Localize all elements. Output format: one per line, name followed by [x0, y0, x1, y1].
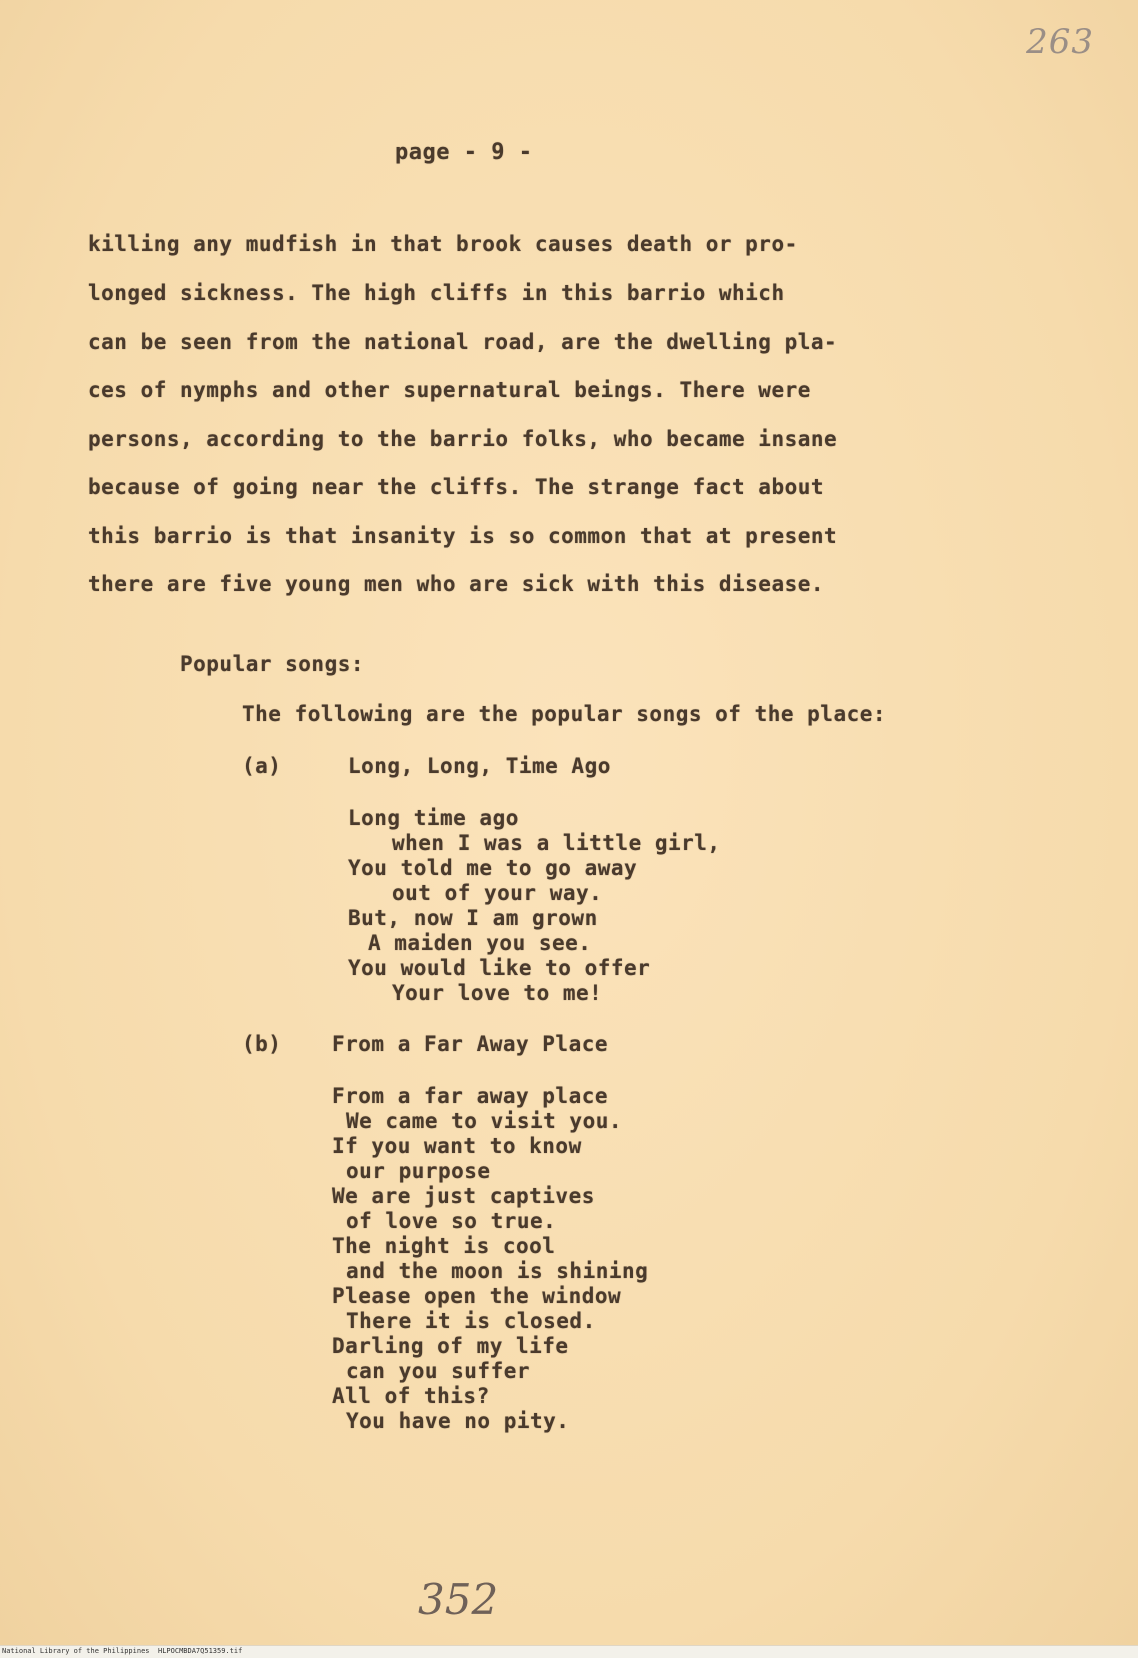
song-line: From a far away place: [332, 1084, 609, 1108]
song-line: Please open the window: [332, 1284, 622, 1308]
body-line: persons, according to the barrio folks, who became insane: [88, 427, 838, 451]
section-intro: The following are the popular songs of the place:: [242, 702, 887, 726]
song-marker: (b): [242, 1032, 282, 1056]
song-line: You would like to offer: [348, 956, 651, 980]
body-line: this barrio is that insanity is so common that at present: [88, 524, 838, 548]
song-line: of love so true.: [346, 1209, 557, 1233]
footer-source: National Library of the Philippines: [2, 1647, 150, 1655]
song-line: Your love to me!: [392, 981, 603, 1005]
song-line: and the moon is shining: [346, 1259, 649, 1283]
body-line: there are five young men who are sick with this disease.: [88, 572, 825, 596]
footer-filename: HLPOCMBDA7Q51359.tif: [158, 1647, 243, 1655]
song-title: From a Far Away Place: [332, 1032, 609, 1056]
body-line: longed sickness. The high cliffs in this barrio which: [88, 281, 785, 305]
song-line: You told me to go away: [348, 856, 638, 880]
song-line: when I was a little girl,: [392, 831, 721, 855]
song-line: A maiden you see.: [368, 931, 592, 955]
song-line: If you want to know: [332, 1134, 582, 1158]
song-line: We are just captives: [332, 1184, 595, 1208]
song-marker: (a): [242, 754, 282, 778]
song-line: The night is cool: [332, 1234, 556, 1258]
song-line: There it is closed.: [346, 1309, 596, 1333]
song-line: our purpose: [346, 1159, 491, 1183]
song-line: But, now I am grown: [348, 906, 598, 930]
song-title: Long, Long, Time Ago: [348, 754, 611, 778]
body-line: because of going near the cliffs. The strange fact about: [88, 475, 825, 499]
song-line: We came to visit you.: [346, 1109, 623, 1133]
song-line: Darling of my life: [332, 1334, 569, 1358]
song-line: All of this?: [332, 1384, 490, 1408]
page-header: page - 9 -: [395, 140, 533, 165]
section-heading: Popular songs:: [180, 652, 365, 676]
song-line: out of your way.: [392, 881, 603, 905]
song-line: Long time ago: [348, 806, 519, 830]
page-archive-number: 263: [1026, 22, 1094, 62]
song-line: You have no pity.: [346, 1409, 570, 1433]
scan-footer: [0, 1645, 1138, 1658]
body-line: can be seen from the national road, are the dwelling pla-: [88, 330, 838, 354]
song-line: can you suffer: [346, 1359, 531, 1383]
body-line: killing any mudfish in that brook causes death or pro-: [88, 232, 798, 256]
handwritten-page-number: 352: [418, 1575, 499, 1624]
body-line: ces of nymphs and other supernatural beings. There were: [88, 378, 811, 402]
